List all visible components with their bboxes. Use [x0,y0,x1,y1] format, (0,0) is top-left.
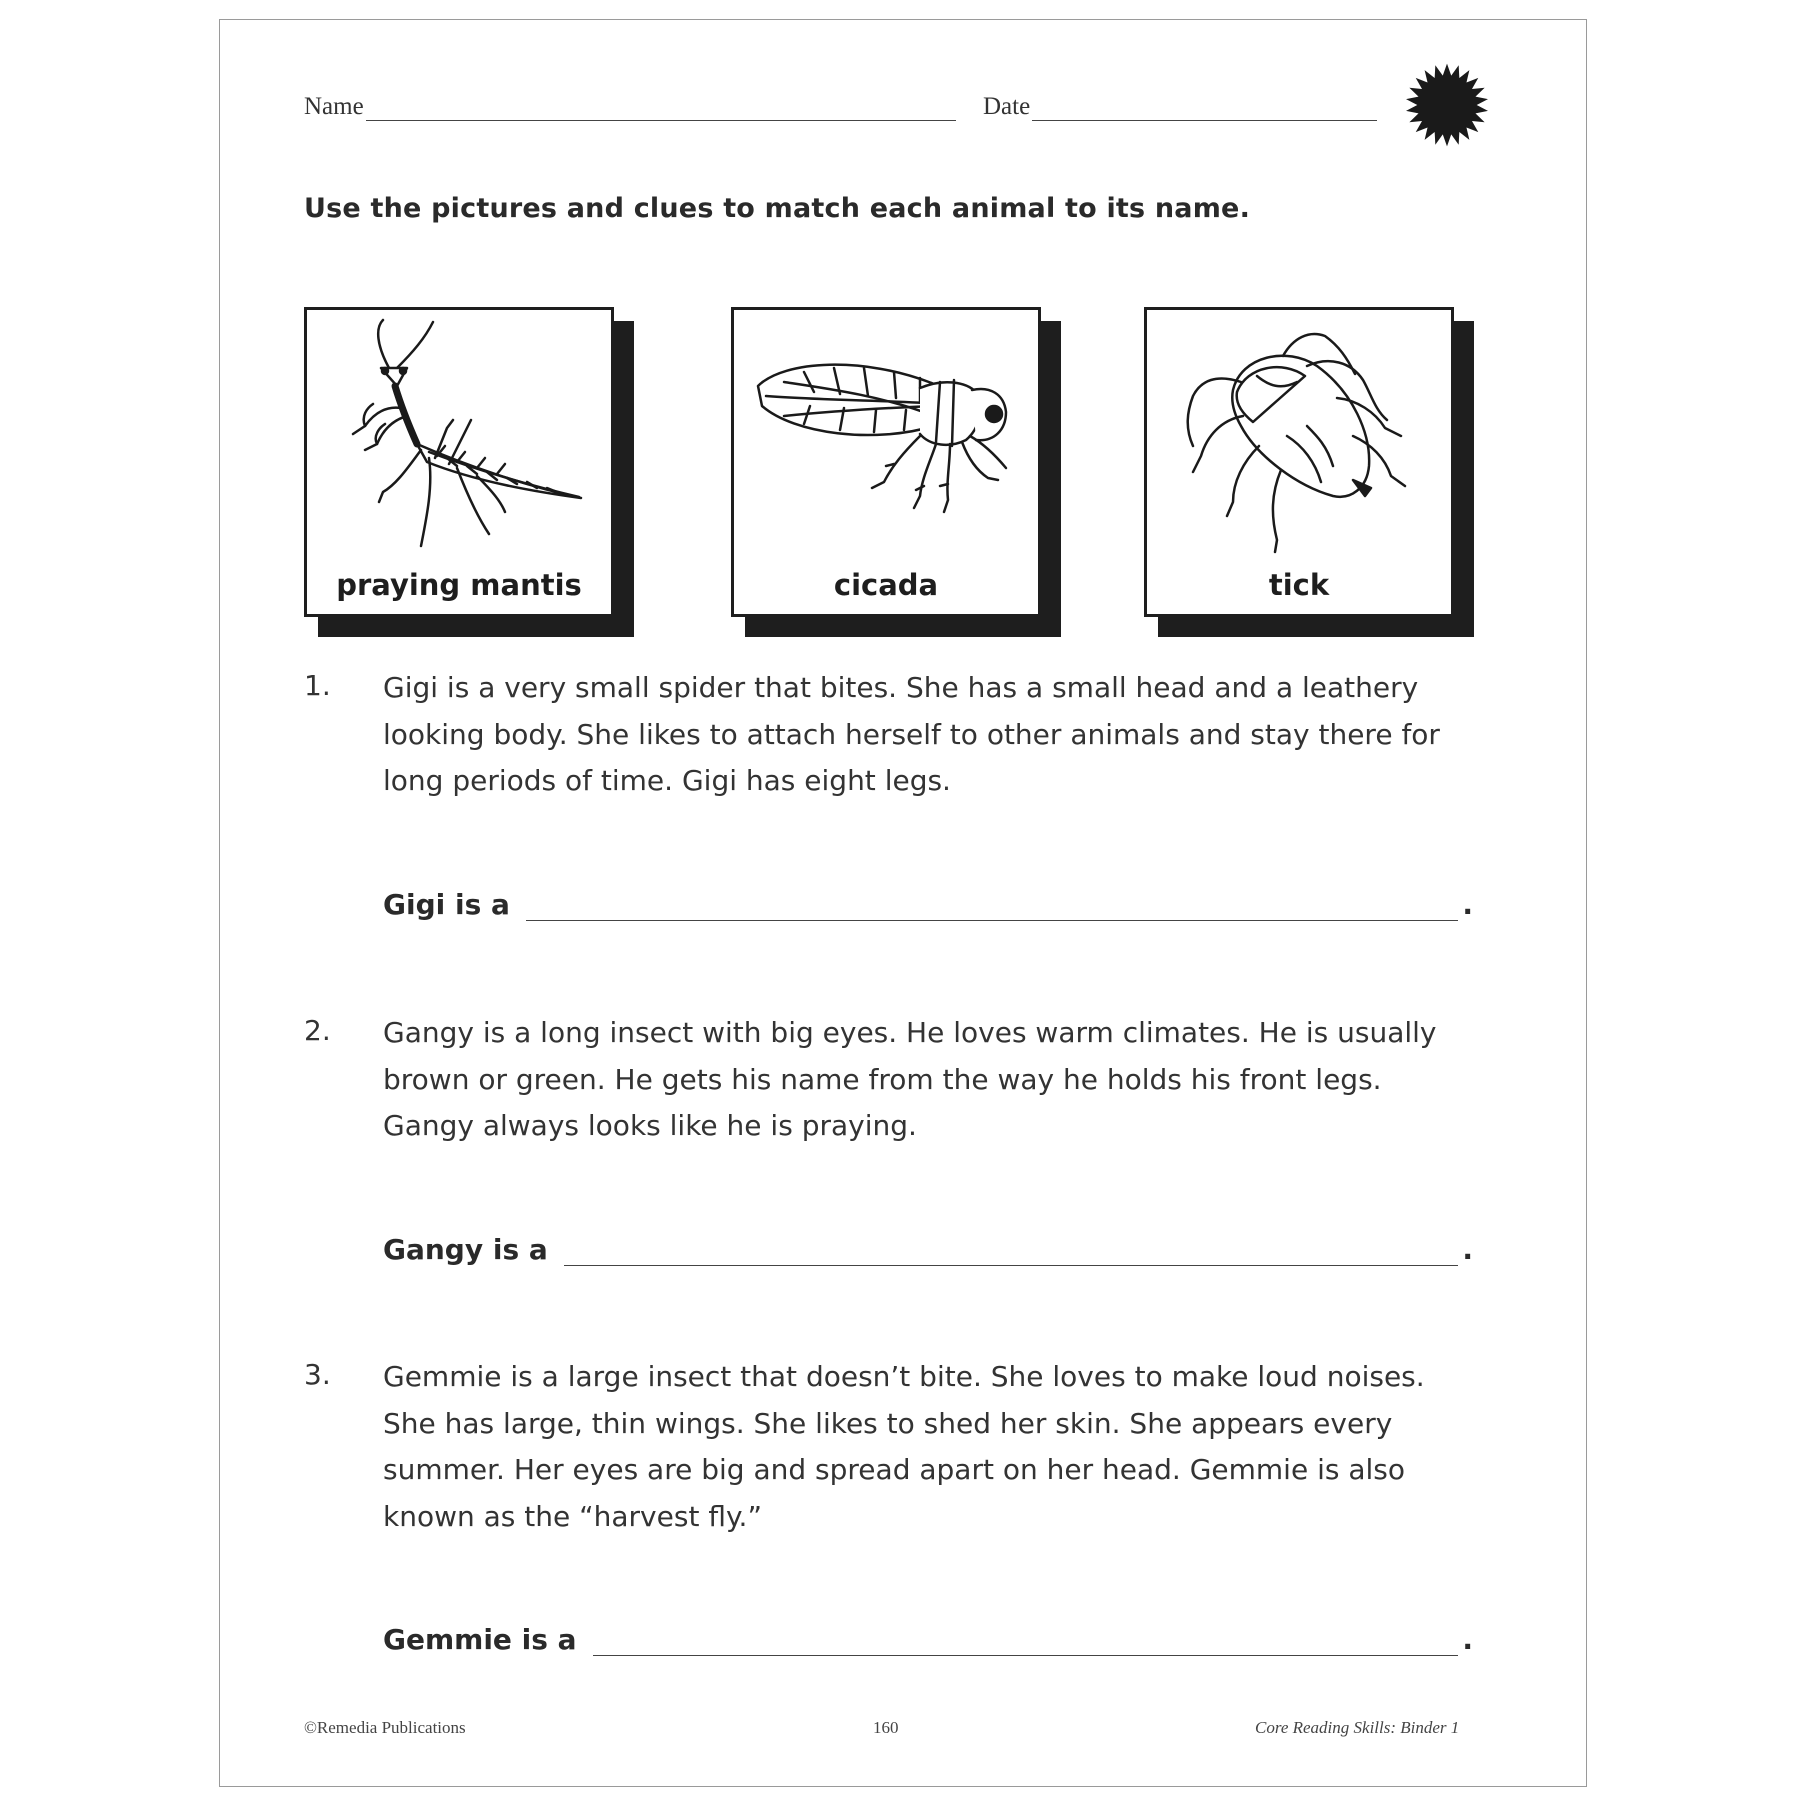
card-frame [304,307,614,617]
card-label-cicada: cicada [833,568,939,602]
footer-page-number: 160 [873,1718,899,1737]
question-1-number: 1. [304,669,331,702]
question-3-answer [383,1623,1473,1656]
answer-2-period: . [1462,1233,1473,1266]
card-frame [1144,307,1454,617]
card-praying-mantis [304,307,634,637]
date-label: Date [983,93,1031,120]
name-line[interactable] [366,94,956,121]
starburst-icon [1402,60,1492,150]
instructions-text: Use the pictures and clues to match each animal to its name. [304,193,1251,224]
cicada-illustration [744,316,1028,566]
question-3-text: Gemmie is a large insect that doesn’t bite. She loves to make loud noises. She has large, thin wings. She likes to shed her skin. She appears every summer. Her eyes are big and spread apart on her head. Gemmie is also known as the “harvest fly.” [383,1360,1425,1533]
answer-3-period: . [1462,1623,1473,1656]
name-label: Name [304,93,364,120]
answer-3-label: Gemmie is a [383,1623,577,1656]
answer-1-blank[interactable] [526,894,1458,921]
question-1-answer [383,888,1473,921]
name-field[interactable] [304,93,956,121]
answer-2-label: Gangy is a [383,1233,548,1266]
answer-1-label: Gigi is a [383,888,510,921]
answer-1-period: . [1462,888,1473,921]
answer-3-blank[interactable] [593,1629,1459,1656]
praying-mantis-illustration [317,316,601,566]
date-field[interactable] [983,93,1377,121]
question-2-answer [383,1233,1473,1266]
date-line[interactable] [1032,94,1377,121]
footer-publisher: ©Remedia Publications [304,1718,466,1737]
question-1-text: Gigi is a very small spider that bites. She has a small head and a leathery looking body. She likes to attach herself to other animals and stay there for long periods of time. Gigi has eight legs. [383,671,1440,797]
card-label-praying-mantis: praying mantis [336,568,582,602]
question-2-number: 2. [304,1014,331,1047]
question-3-number: 3. [304,1358,331,1391]
tick-illustration [1157,316,1441,566]
answer-2-blank[interactable] [564,1239,1459,1266]
card-frame [731,307,1041,617]
card-cicada [731,307,1061,637]
footer-book-title: Core Reading Skills: Binder 1 [1255,1718,1460,1737]
question-2-text: Gangy is a long insect with big eyes. He loves warm climates. He is usually brown or green. He gets his name from the way he holds his front legs. Gangy always looks like he is praying. [383,1016,1437,1142]
card-tick [1144,307,1474,637]
card-label-tick: tick [1268,568,1330,602]
